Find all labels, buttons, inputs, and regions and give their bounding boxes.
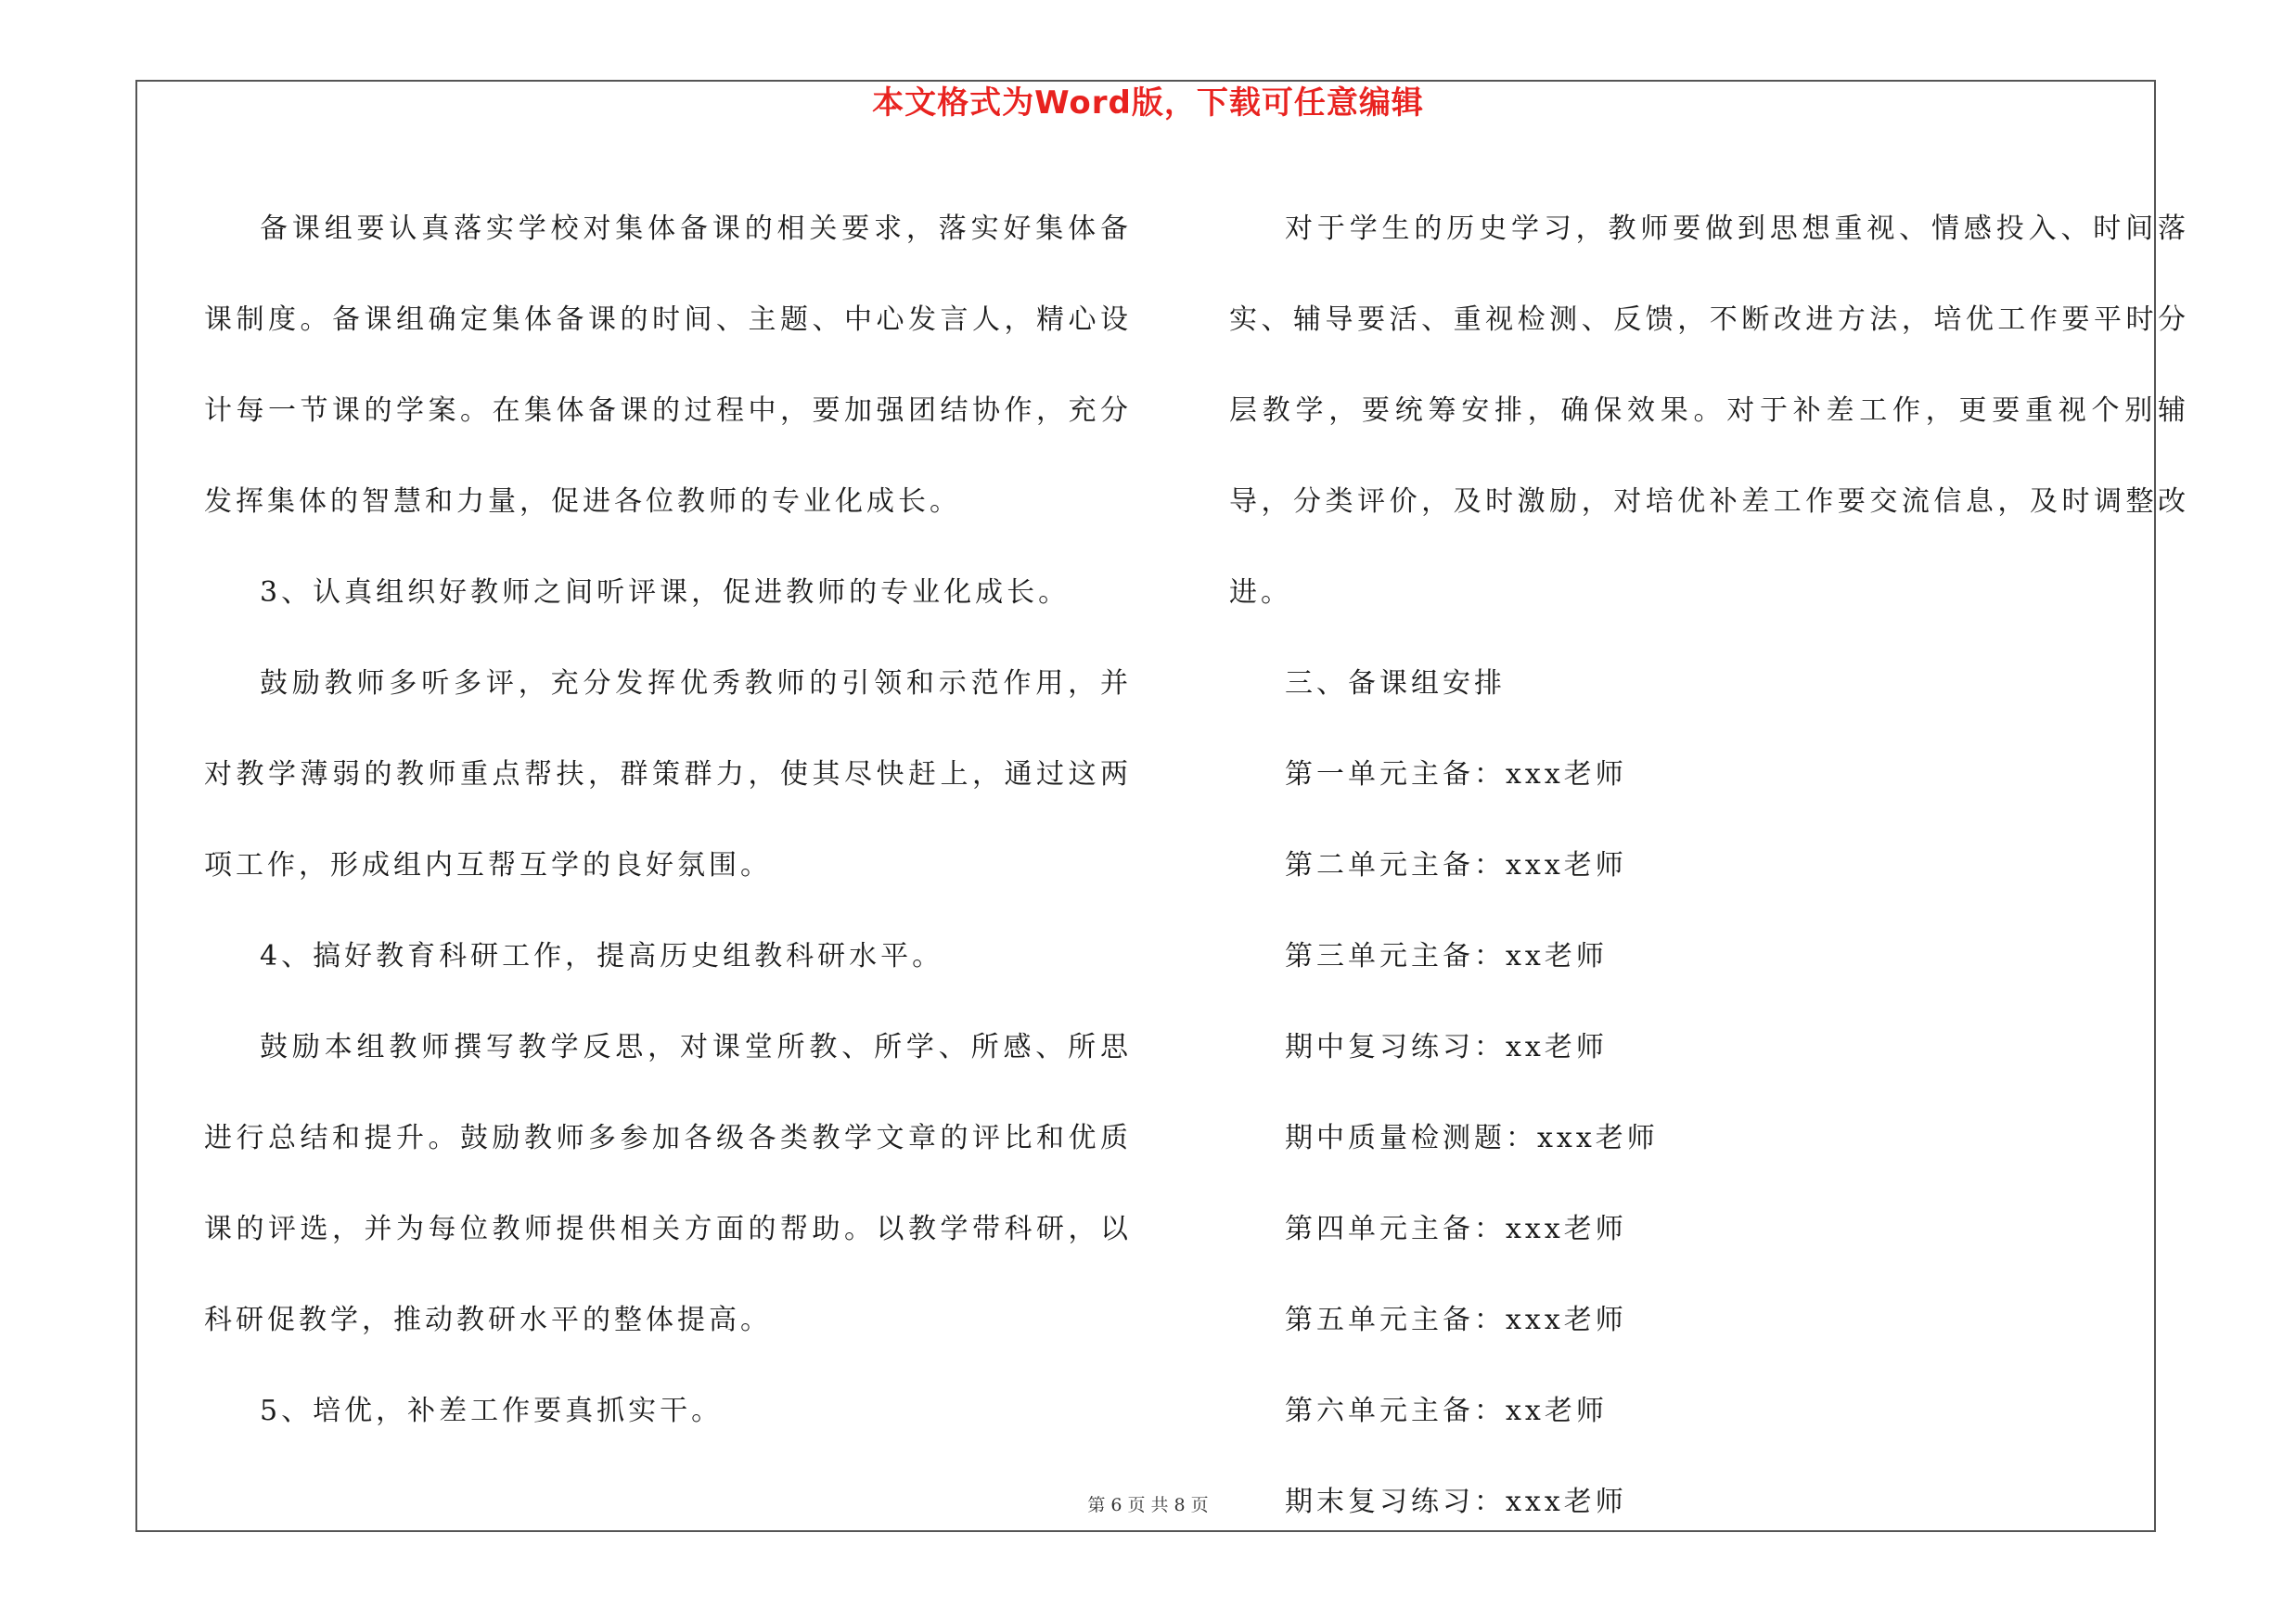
section-title-arrangement: 三、备课组安排 xyxy=(1285,667,1506,700)
paragraph-research: 鼓励本组教师撰写教学反思，对课堂所教、所学、所感、所思进行总结和提升。鼓励教师多参加各级各类教学文章的评比和优质课的评选，并为每位教师提供相关方面的帮助。以教学带科研，以科研促教学，推动教研水平的整体提高。 xyxy=(204,1031,1132,1336)
schedule-item: 第三单元主备：xx老师 xyxy=(1285,940,1608,973)
schedule-item: 期中质量检测题：xxx老师 xyxy=(1285,1122,1659,1154)
schedule-item: 第二单元主备：xxx老师 xyxy=(1285,849,1627,882)
schedule-item: 第四单元主备：xxx老师 xyxy=(1285,1213,1627,1245)
heading-item-4: 4、搞好教育科研工作，提高历史组教科研水平。 xyxy=(260,940,944,973)
heading-item-3: 3、认真组织好教师之间听评课，促进教师的专业化成长。 xyxy=(260,576,1071,609)
schedule-item: 第六单元主备：xx老师 xyxy=(1285,1395,1608,1427)
schedule-item: 第一单元主备：xxx老师 xyxy=(1285,758,1627,791)
paragraph-collective-lesson-prep: 备课组要认真落实学校对集体备课的相关要求，落实好集体备课制度。备课组确定集体备课的时间、主题、中心发言人，精心设计每一节课的学案。在集体备课的过程中，要加强团结协作，充分发挥集体的智慧和力量，促进各位教师的专业化成长。 xyxy=(204,213,1132,518)
schedule-item: 期末复习练习：xxx老师 xyxy=(1285,1486,1627,1518)
schedule-item: 期中复习练习：xx老师 xyxy=(1285,1031,1608,1063)
word-format-banner: 本文格式为Word版，下载可任意编辑 xyxy=(872,84,1424,122)
heading-item-5: 5、培优，补差工作要真抓实干。 xyxy=(260,1395,724,1427)
page-number-footer: 第 6 页 共 8 页 xyxy=(1087,1495,1209,1515)
left-column xyxy=(204,184,1132,1457)
schedule-item: 第五单元主备：xxx老师 xyxy=(1285,1304,1627,1336)
paragraph-lesson-observation: 鼓励教师多听多评，充分发挥优秀教师的引领和示范作用，并对教学薄弱的教师重点帮扶，群策群力，使其尽快赶上，通过这两项工作，形成组内互帮互学的良好氛围。 xyxy=(204,667,1132,882)
paragraph-tutoring: 对于学生的历史学习，教师要做到思想重视、情感投入、时间落实、辅导要活、重视检测、反馈，不断改进方法，培优工作要平时分层教学，要统筹安排，确保效果。对于补差工作，更要重视个别辅导，分类评价，及时激励，对培优补差工作要交流信息，及时调整改进。 xyxy=(1229,213,2189,609)
right-column xyxy=(1229,184,2226,1548)
